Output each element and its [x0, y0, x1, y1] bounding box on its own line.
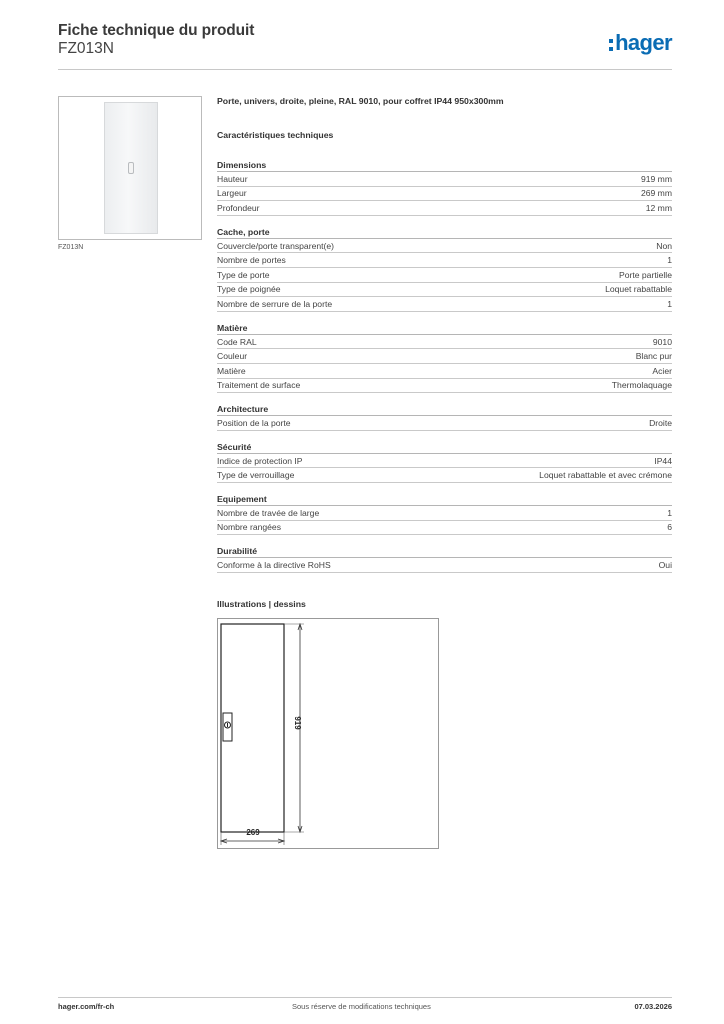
- spec-row: [217, 201, 672, 216]
- spec-row: [217, 239, 672, 254]
- spec-row: [217, 253, 672, 268]
- spec-row: [217, 416, 672, 431]
- spec-row: [217, 283, 672, 298]
- spec-row: [217, 349, 672, 364]
- spec-value: 269 mm: [640, 188, 672, 199]
- spec-row: [217, 335, 672, 350]
- spec-section: [217, 545, 672, 573]
- spec-value: 919 mm: [640, 173, 672, 184]
- width-label: 269: [246, 828, 260, 837]
- spec-value: IP44: [654, 455, 672, 466]
- spec-row: [217, 379, 672, 394]
- product-image: [58, 96, 202, 240]
- spec-section: [217, 322, 672, 393]
- spec-label: Traitement de surface: [217, 380, 301, 391]
- spec-label: Indice de protection IP: [217, 455, 303, 466]
- spec-value: Non: [656, 240, 672, 251]
- spec-row: [217, 454, 672, 469]
- page-footer: [58, 997, 672, 1013]
- spec-section: [217, 403, 672, 431]
- spec-value: Loquet rabattable: [605, 284, 672, 295]
- spec-row: [217, 297, 672, 312]
- spec-label: Code RAL: [217, 336, 257, 347]
- section-title: Architecture: [217, 403, 672, 416]
- spec-label: Profondeur: [217, 202, 260, 213]
- technical-characteristics-heading: Caractéristiques techniques: [217, 130, 334, 140]
- document-date: 07.03.2026: [634, 1002, 672, 1011]
- spec-row: [217, 468, 672, 483]
- spec-value: Blanc pur: [635, 351, 672, 362]
- spec-value: Thermolaquage: [611, 380, 672, 391]
- spec-row: [217, 187, 672, 202]
- section-title: Cache, porte: [217, 226, 672, 239]
- spec-label: Nombre rangées: [217, 522, 282, 533]
- hager-logo: [609, 30, 672, 56]
- product-description: Porte, univers, droite, pleine, RAL 9010, pour coffret IP44 950x300mm: [217, 96, 504, 106]
- spec-label: Type de porte: [217, 269, 270, 280]
- illustrations-heading: Illustrations | dessins: [217, 599, 306, 609]
- spec-section: [217, 441, 672, 483]
- spec-label: Largeur: [217, 188, 247, 199]
- spec-label: Hauteur: [217, 173, 248, 184]
- document-title: Fiche technique du produit: [58, 22, 255, 39]
- spec-section: [217, 159, 672, 216]
- height-label: 919: [293, 716, 302, 730]
- spec-row: [217, 558, 672, 573]
- spec-label: Matière: [217, 365, 246, 376]
- door-handle-image: [128, 162, 134, 174]
- spec-label: Type de verrouillage: [217, 470, 295, 481]
- spec-value: Loquet rabattable et avec crémone: [539, 470, 672, 481]
- section-title: Durabilité: [217, 545, 672, 558]
- image-caption: FZ013N: [58, 244, 84, 251]
- spec-value: 6: [667, 522, 672, 533]
- spec-row: [217, 521, 672, 536]
- spec-label: Nombre de serrure de la porte: [217, 298, 333, 309]
- spec-label: Couleur: [217, 351, 248, 362]
- spec-row: [217, 268, 672, 283]
- spec-label: Nombre de travée de large: [217, 507, 320, 518]
- legal-notice: Sous réserve de modifications techniques: [292, 1002, 431, 1011]
- spec-label: Position de la porte: [217, 417, 291, 428]
- section-title: Matière: [217, 322, 672, 335]
- spec-value: 9010: [652, 336, 672, 347]
- spec-value: Acier: [652, 365, 672, 376]
- spec-row: [217, 364, 672, 379]
- section-title: Dimensions: [217, 159, 672, 172]
- spec-value: Porte partielle: [618, 269, 672, 280]
- spec-label: Conforme à la directive RoHS: [217, 559, 331, 570]
- door-dimension-drawing: [218, 619, 438, 848]
- spec-section: [217, 226, 672, 312]
- spec-value: Oui: [658, 559, 672, 570]
- technical-drawing: [217, 618, 439, 849]
- spec-label: Nombre de portes: [217, 255, 286, 266]
- spec-value: 1: [667, 255, 672, 266]
- spec-row: [217, 172, 672, 187]
- spec-value: 12 mm: [645, 202, 672, 213]
- website-link[interactable]: hager.com/fr-ch: [58, 1002, 115, 1011]
- product-details: [217, 96, 672, 573]
- spec-value: 1: [667, 507, 672, 518]
- spec-value: Droite: [649, 417, 672, 428]
- spec-label: Couvercle/porte transparent(e): [217, 240, 335, 251]
- logo-text: hager: [615, 30, 672, 55]
- spec-label: Type de poignée: [217, 284, 281, 295]
- spec-section: [217, 493, 672, 535]
- spec-row: [217, 506, 672, 521]
- page-header: [58, 22, 672, 70]
- section-title: Sécurité: [217, 441, 672, 454]
- spec-sections: [217, 159, 672, 573]
- logo-colon-icon: [609, 39, 613, 51]
- door-image: [104, 102, 158, 234]
- spec-value: 1: [667, 298, 672, 309]
- product-reference: FZ013N: [58, 40, 114, 57]
- section-title: Equipement: [217, 493, 672, 506]
